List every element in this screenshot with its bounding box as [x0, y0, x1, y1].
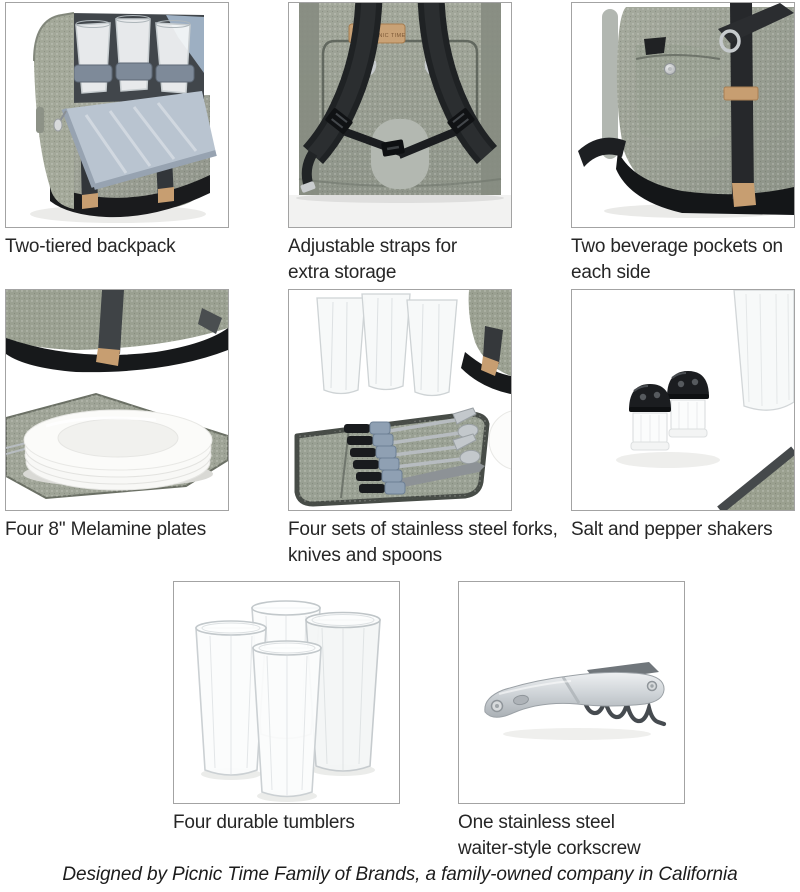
caption-line: each side	[571, 262, 651, 283]
feature-salt-pepper	[571, 289, 795, 543]
feature-cutlery-sets	[288, 289, 558, 569]
caption-line: One stainless steel	[458, 812, 615, 833]
caption-line: Salt and pepper shakers	[571, 519, 773, 540]
backpack-top-compartment	[70, 13, 204, 103]
backpack-side-illustration	[572, 3, 794, 227]
brand-patch-label: PICNIC TIME	[368, 33, 406, 39]
caption-cutlery-sets	[288, 517, 558, 569]
caption-line: Four sets of stainless steel forks,	[288, 519, 558, 540]
plate-edge	[489, 410, 511, 470]
caption-line: Adjustable straps for	[288, 236, 457, 257]
backpack-back-straps-photo	[288, 2, 512, 228]
pepper-shaker	[667, 371, 709, 437]
leather-strap-tip	[732, 183, 756, 207]
caption-line: waiter-style corkscrew	[458, 838, 641, 859]
corkscrew-body	[485, 672, 664, 717]
waiter-corkscrew-photo	[458, 581, 685, 804]
caption-two-tiered-backpack	[5, 234, 229, 260]
salt-shaker	[629, 384, 671, 450]
feature-waiter-corkscrew	[458, 581, 685, 862]
feature-durable-tumblers	[173, 581, 400, 836]
backpack-front-open-illustration	[6, 3, 228, 227]
corkscrew-illustration	[459, 582, 684, 803]
feature-adjustable-straps	[288, 2, 512, 286]
caption-line: Four 8'' Melamine plates	[5, 519, 206, 540]
plates-stack-photo	[5, 289, 229, 511]
four-tumblers-photo	[173, 581, 400, 804]
mesh-back-edge	[602, 9, 618, 159]
backpack-corner-background	[457, 290, 511, 394]
backpack-front-open-photo	[5, 2, 229, 228]
caption-beverage-pockets	[571, 234, 795, 286]
fabric-corner	[720, 450, 794, 510]
leather-keeper	[724, 87, 758, 100]
caption-adjustable-straps	[288, 234, 512, 286]
salt-pepper-shakers-photo	[571, 289, 795, 511]
designed-by-footer: Designed by Picnic Time Family of Brands, a family-owned company in California	[62, 864, 738, 885]
tumblers-illustration	[174, 582, 399, 803]
backpack-back-illustration	[289, 3, 511, 227]
caption-durable-tumblers	[173, 810, 400, 836]
backpack-bottom-background	[6, 290, 228, 372]
beverage-pocket	[636, 37, 720, 141]
caption-line: Two-tiered backpack	[5, 236, 176, 257]
feature-melamine-plates	[5, 289, 229, 543]
caption-line: Two beverage pockets on	[571, 236, 783, 257]
feature-two-tiered-backpack	[5, 2, 229, 260]
caption-melamine-plates	[5, 517, 229, 543]
backpack-side-pocket-photo	[571, 2, 795, 228]
caption-line: knives and spoons	[288, 545, 442, 566]
tumbler-background	[734, 290, 794, 410]
plates-illustration	[6, 290, 228, 510]
caption-salt-pepper	[571, 517, 795, 543]
zipper-pull	[54, 119, 62, 131]
pocket-tab	[644, 37, 666, 55]
tumblers-background	[317, 294, 457, 396]
cutlery-illustration	[289, 290, 511, 510]
shakers-illustration	[572, 290, 794, 510]
caption-line: extra storage	[288, 262, 397, 283]
elastic-cup-holders	[74, 63, 194, 82]
tumbler-front	[253, 641, 321, 797]
feature-beverage-pockets	[571, 2, 795, 286]
caption-line: Four durable tumblers	[173, 812, 355, 833]
cutlery-roll-photo	[288, 289, 512, 511]
plate-stack	[23, 410, 213, 490]
caption-waiter-corkscrew	[458, 810, 685, 862]
